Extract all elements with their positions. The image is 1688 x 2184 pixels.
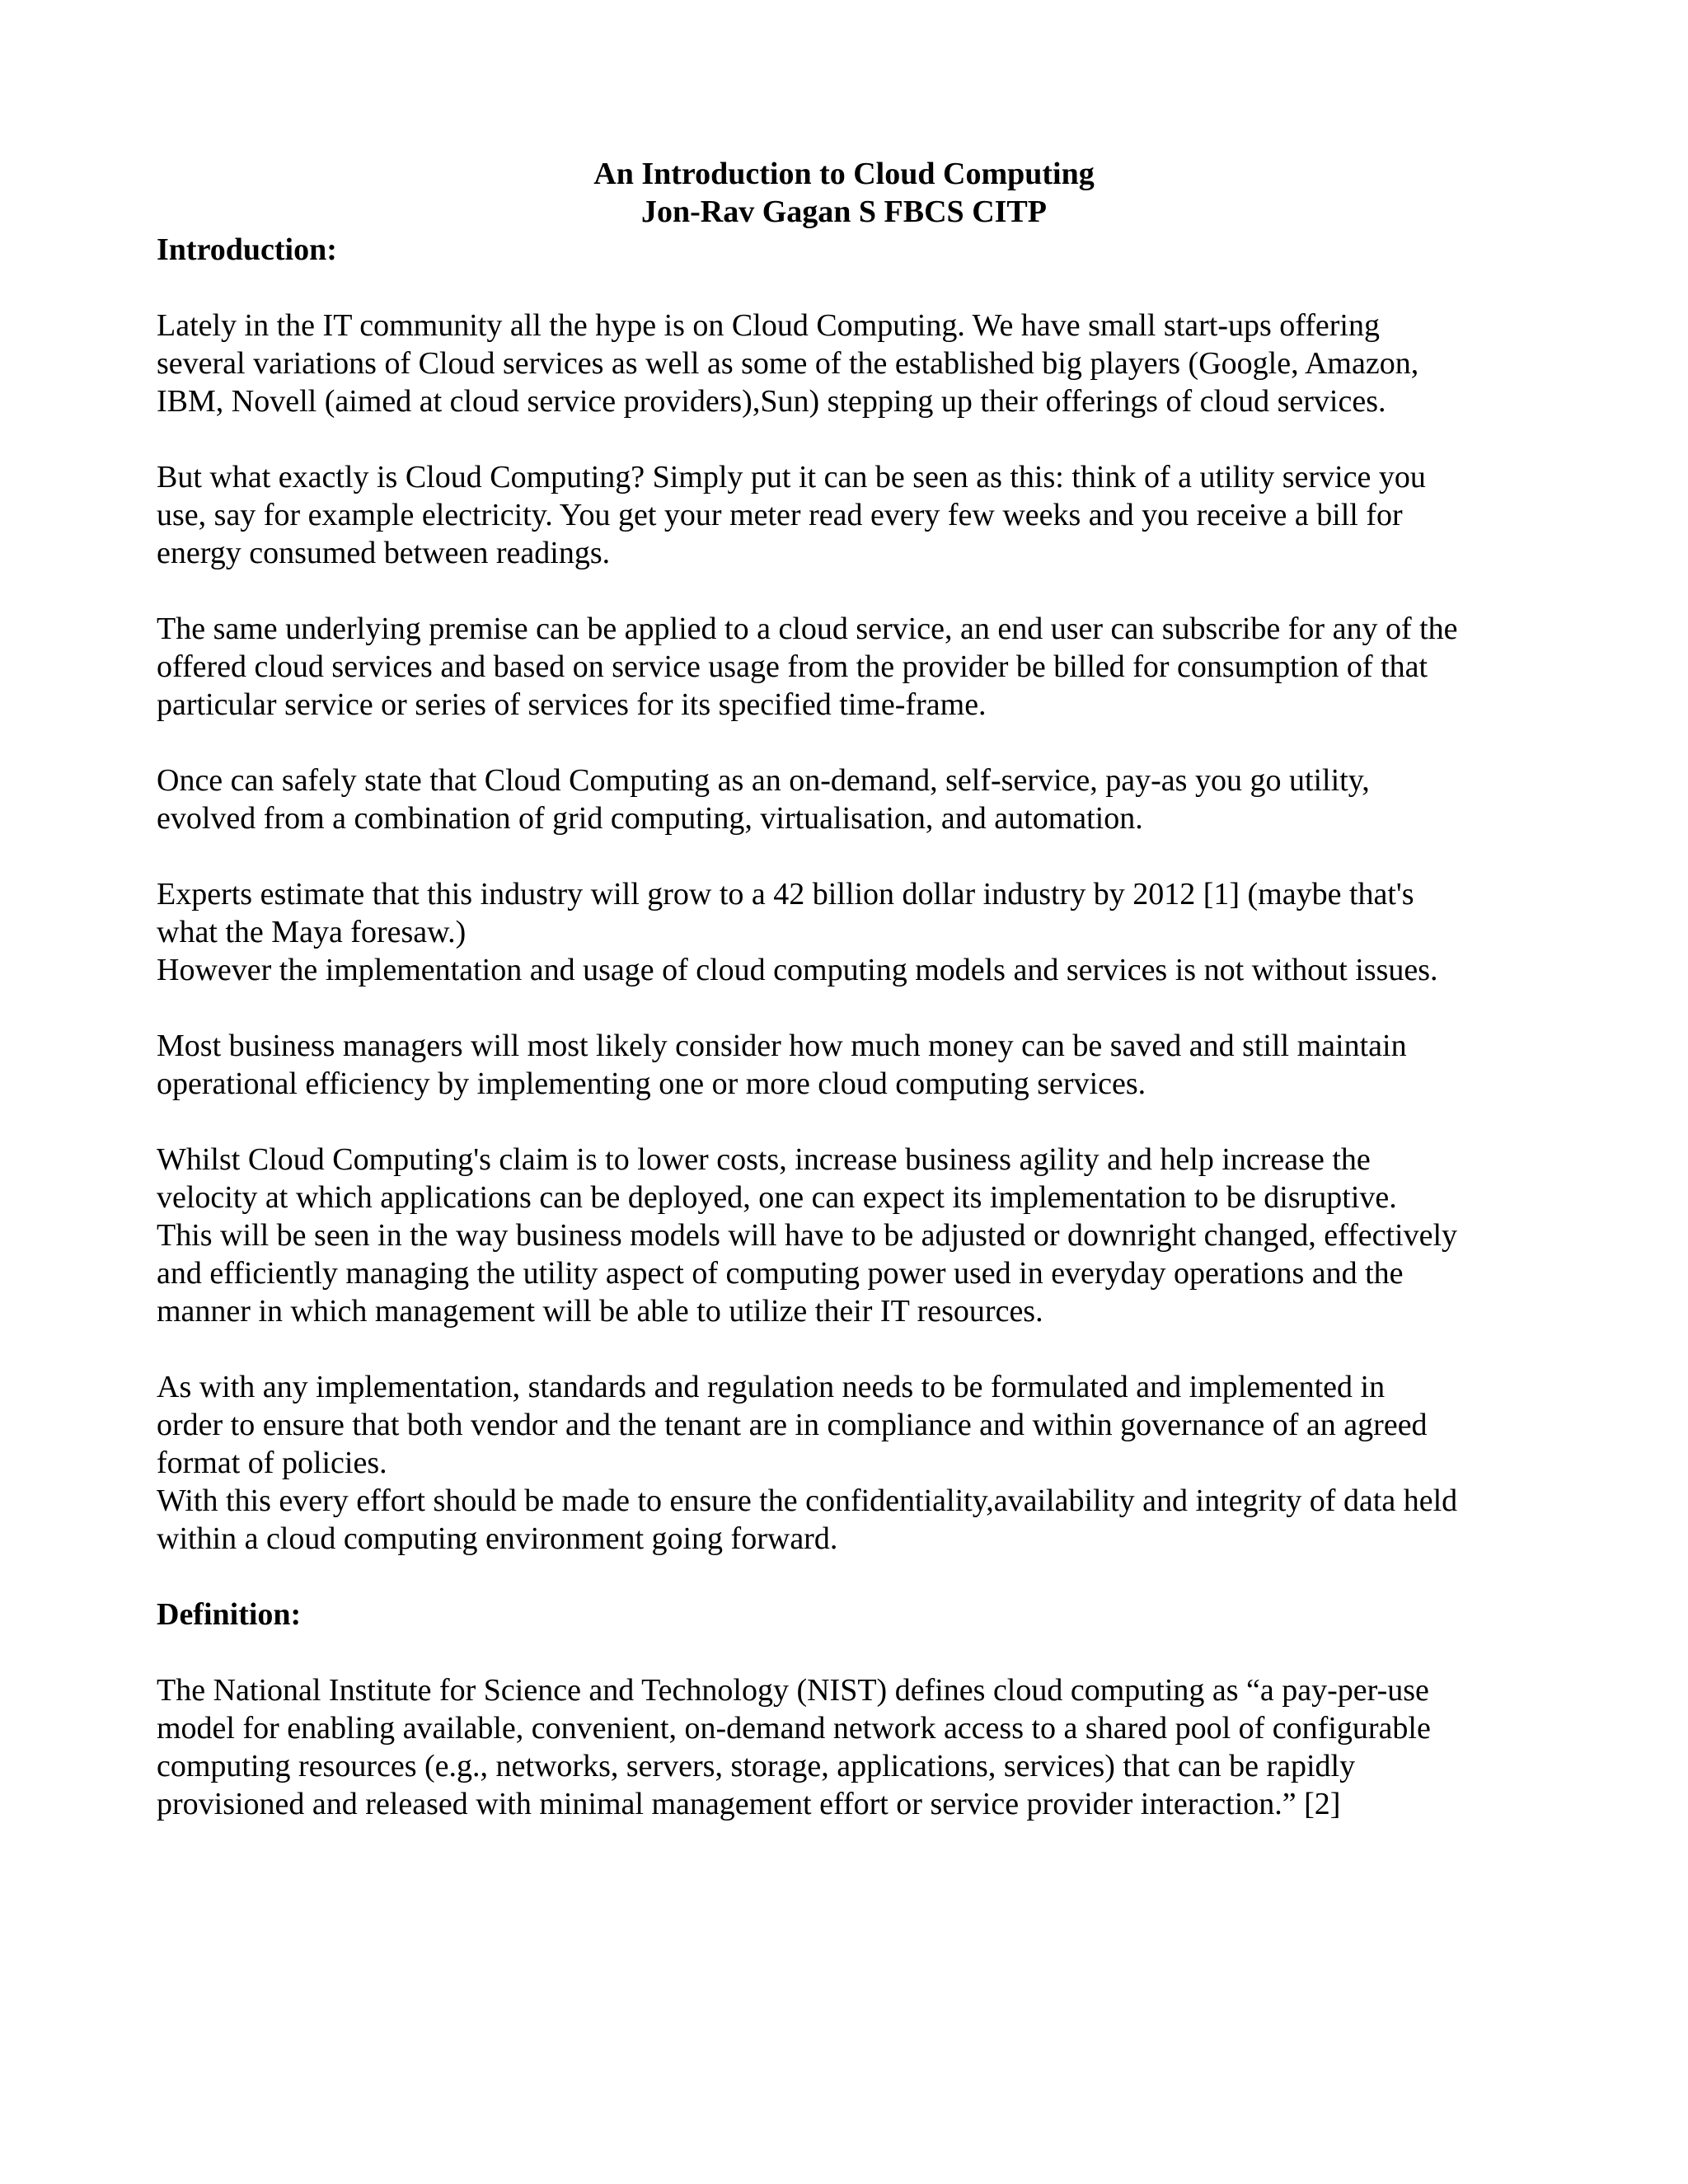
intro-paragraph-8 <box>157 1368 1558 1558</box>
paragraph-line: and efficiently managing the utility aspect of computing power used in everyday operations and the <box>157 1256 1404 1291</box>
intro-paragraph-7 <box>157 1141 1558 1330</box>
document-title: An Introduction to Cloud Computing <box>593 157 1095 191</box>
intro-paragraph-3 <box>157 610 1558 724</box>
document-body <box>157 231 1558 1861</box>
paragraph-line: Whilst Cloud Computing's claim is to lower costs, increase business agility and help increase the <box>157 1142 1371 1177</box>
intro-paragraph-4 <box>157 762 1558 837</box>
intro-paragraph-1 <box>157 307 1558 420</box>
paragraph-line: evolved from a combination of grid computing, virtualisation, and automation. <box>157 801 1143 836</box>
paragraph-line: order to ensure that both vendor and the tenant are in compliance and within governance of an agreed <box>157 1408 1428 1442</box>
paragraph-line: model for enabling available, convenient, on-demand network access to a shared pool of configurable <box>157 1711 1431 1746</box>
paragraph-line: velocity at which applications can be deployed, one can expect its implementation to be disruptive. <box>157 1180 1397 1215</box>
paragraph-line: As with any implementation, standards and regulation needs to be formulated and implemented in <box>157 1370 1386 1404</box>
intro-paragraph-5 <box>157 875 1558 989</box>
paragraph-line: format of policies. <box>157 1446 387 1480</box>
paragraph-line: computing resources (e.g., networks, servers, storage, applications, services) that can be rapidly <box>157 1749 1356 1783</box>
paragraph-line: However the implementation and usage of cloud computing models and services is not without issues. <box>157 953 1438 987</box>
definition-paragraph-1 <box>157 1671 1558 1823</box>
paragraph-line: Experts estimate that this industry will grow to a 42 billion dollar industry by 2012 [1] (maybe that's <box>157 877 1414 912</box>
paragraph-line: The same underlying premise can be applied to a cloud service, an end user can subscribe for any of the <box>157 612 1458 646</box>
definition-heading: Definition: <box>157 1597 302 1632</box>
paragraph-line: offered cloud services and based on service usage from the provider be billed for consumption of that <box>157 649 1428 684</box>
paragraph-line: within a cloud computing environment going forward. <box>157 1521 838 1556</box>
paragraph-line: Once can safely state that Cloud Computing as an on-demand, self-service, pay-as you go utility, <box>157 763 1370 798</box>
paragraph-line: manner in which management will be able to utilize their IT resources. <box>157 1294 1043 1329</box>
paragraph-line: With this every effort should be made to ensure the confidentiality,availability and integrity of data held <box>157 1483 1458 1518</box>
paragraph-line: Lately in the IT community all the hype is on Cloud Computing. We have small start-ups offering <box>157 308 1380 343</box>
intro-paragraph-6 <box>157 1027 1558 1103</box>
intro-paragraph-2 <box>157 458 1558 572</box>
paragraph-line: IBM, Novell (aimed at cloud service providers),Sun) stepping up their offerings of cloud services. <box>157 384 1386 419</box>
document-author: Jon-Rav Gagan S FBCS CITP <box>641 194 1047 229</box>
paragraph-line: particular service or series of services for its specified time-frame. <box>157 687 987 722</box>
paragraph-line: But what exactly is Cloud Computing? Simply put it can be seen as this: think of a utility service you <box>157 460 1426 494</box>
paragraph-line: provisioned and released with minimal management effort or service provider interaction.” [2] <box>157 1787 1341 1821</box>
paragraph-line: several variations of Cloud services as well as some of the established big players (Google, Amazon, <box>157 346 1419 381</box>
paragraph-line: The National Institute for Science and Technology (NIST) defines cloud computing as “a pay-per-use <box>157 1673 1429 1708</box>
paragraph-line: Most business managers will most likely consider how much money can be saved and still maintain <box>157 1029 1407 1063</box>
paragraph-line: energy consumed between readings. <box>157 536 611 570</box>
title-block <box>0 155 1688 231</box>
paragraph-line: what the Maya foresaw.) <box>157 915 467 949</box>
paragraph-line: use, say for example electricity. You get your meter read every few weeks and you receive a bill for <box>157 498 1403 532</box>
paragraph-line: operational efficiency by implementing one or more cloud computing services. <box>157 1066 1146 1101</box>
paragraph-line: This will be seen in the way business models will have to be adjusted or downright changed, effectively <box>157 1218 1458 1253</box>
introduction-heading: Introduction: <box>157 232 337 267</box>
